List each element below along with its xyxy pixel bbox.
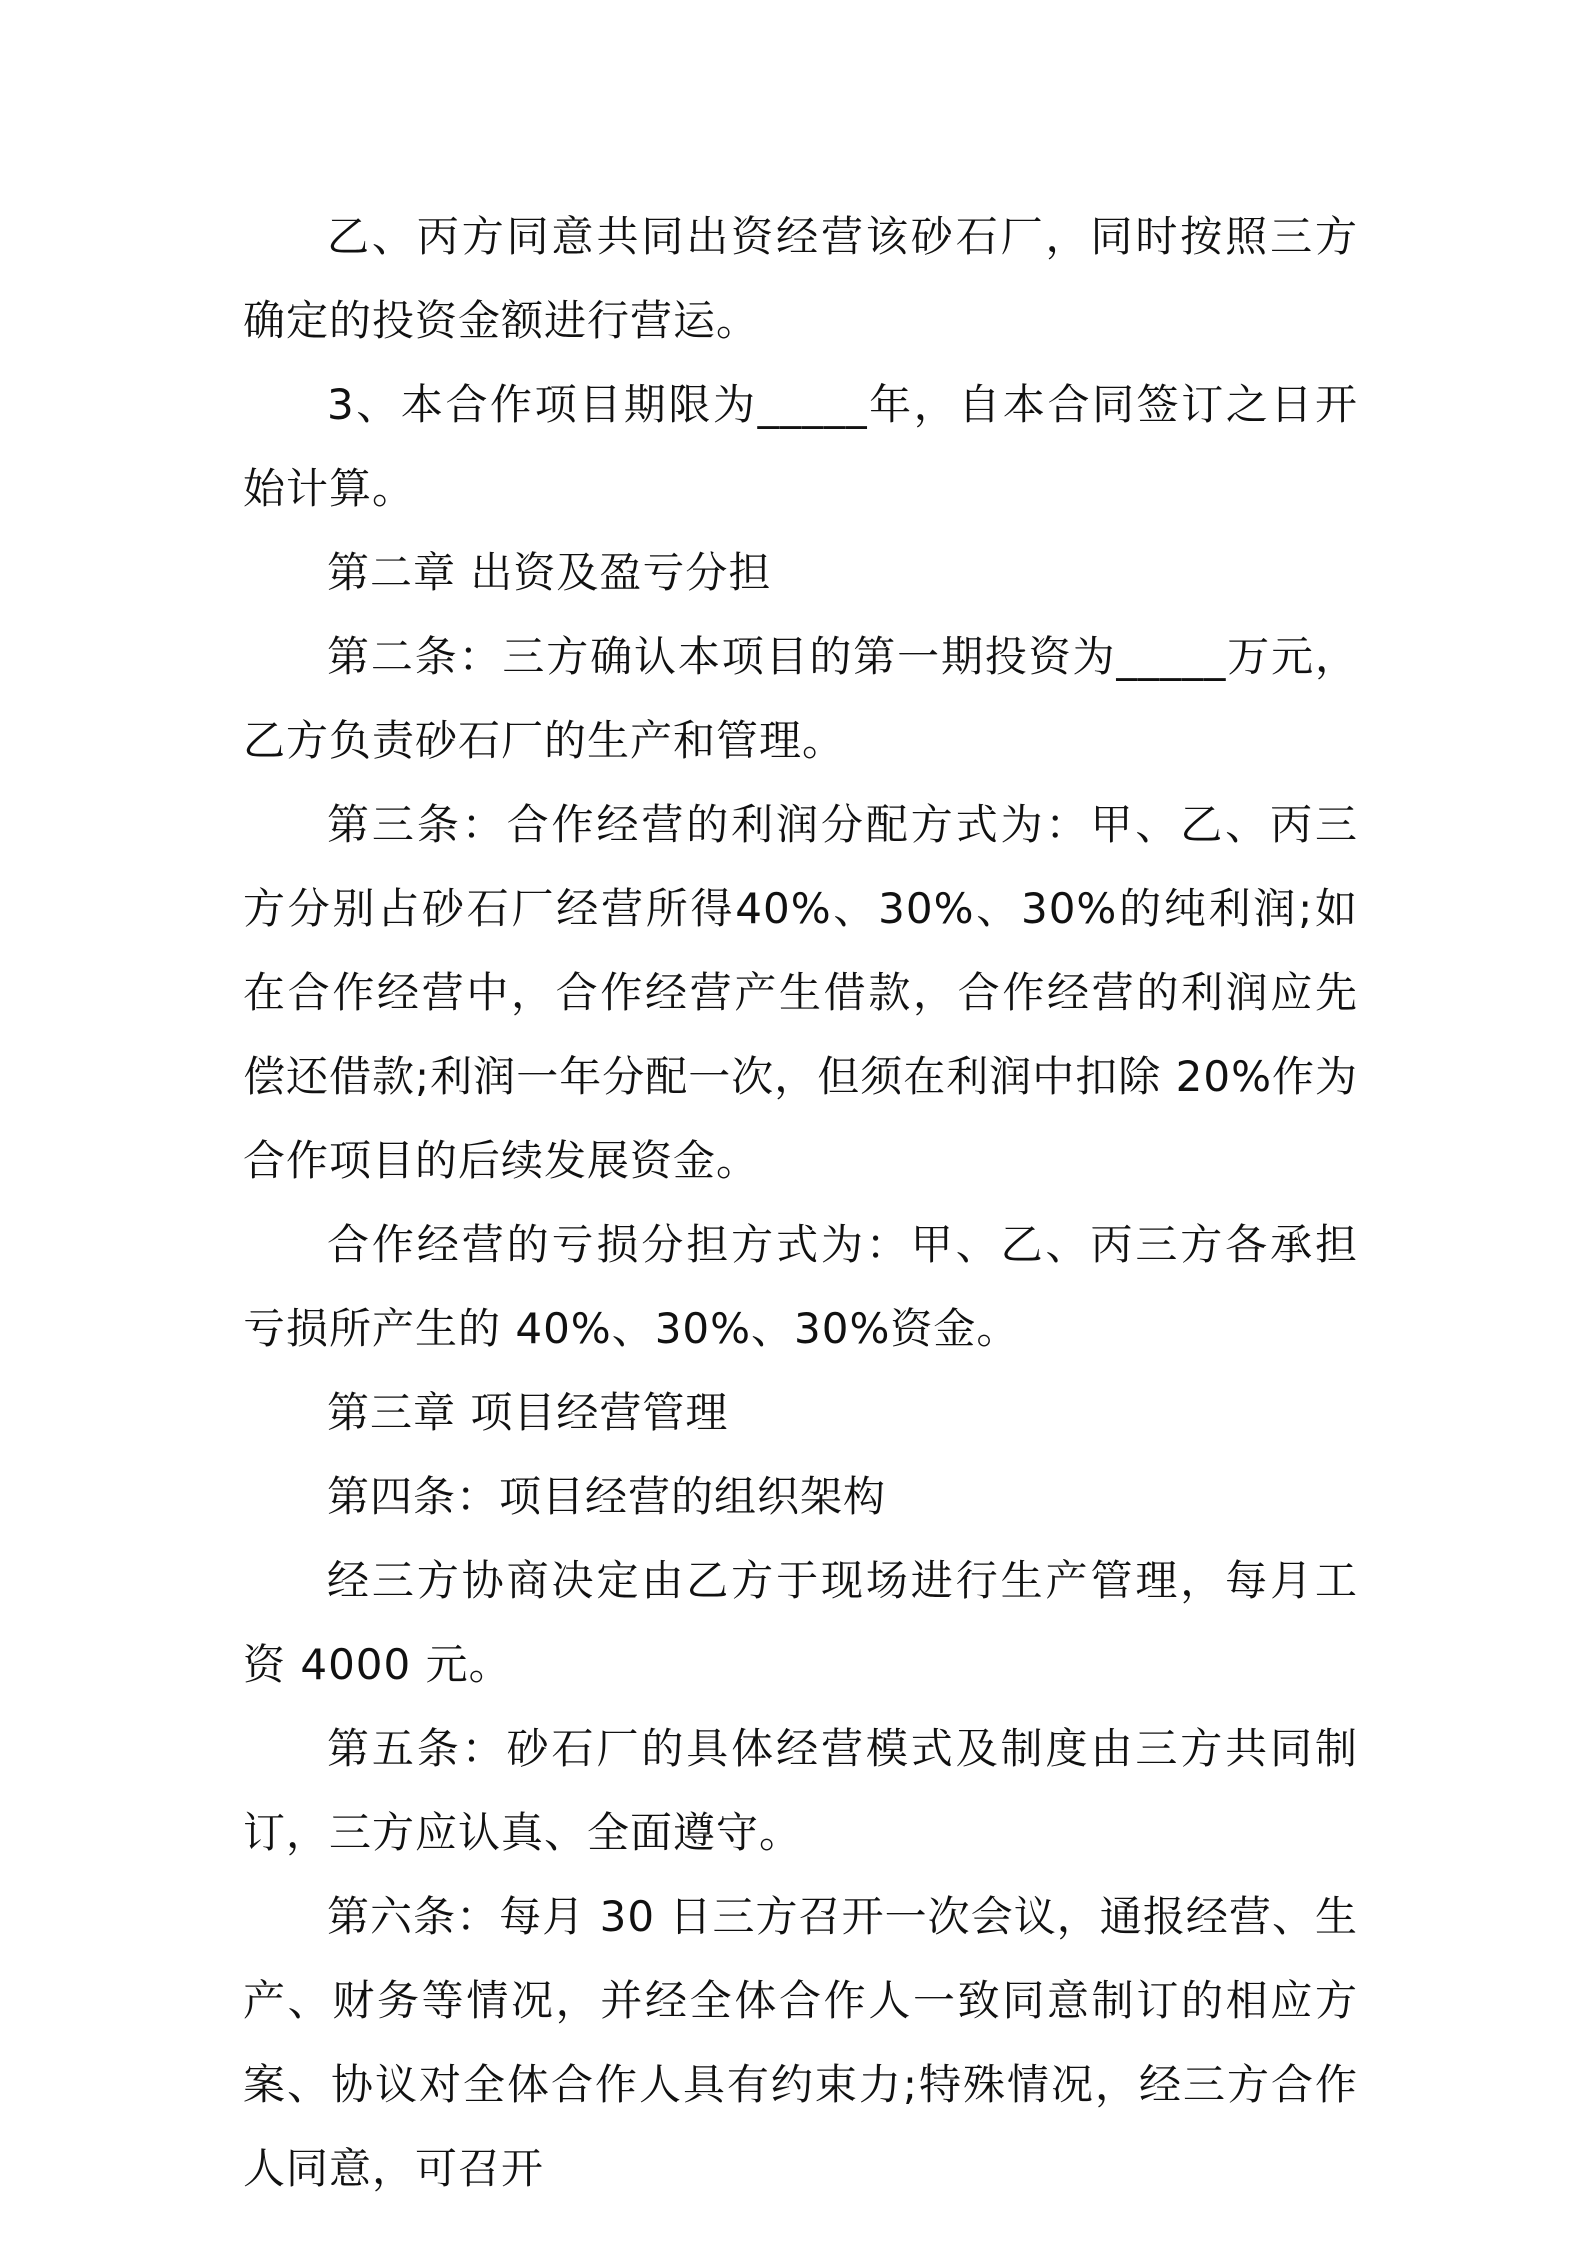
article-2-paragraph: 第二条：三方确认本项目的第一期投资为_____万元，乙方负责砂石厂的生产和管理。: [243, 632, 1358, 765]
paragraph-investment-operation: 乙、丙方同意共同出资经营该砂石厂，同时按照三方确定的投资金额进行营运。: [243, 212, 1358, 345]
chapter-2-heading: 第二章 出资及盈亏分担: [327, 548, 772, 597]
document-body: [243, 195, 1358, 2211]
chapter-3-heading: 第三章 项目经营管理: [327, 1388, 729, 1437]
loss-sharing-paragraph: 合作经营的亏损分担方式为：甲、乙、丙三方各承担亏损所产生的 40%、30%、30%资金。: [243, 1220, 1358, 1353]
article-4-heading: 第四条：项目经营的组织架构: [327, 1472, 887, 1521]
article-5-paragraph: 第五条：砂石厂的具体经营模式及制度由三方共同制订，三方应认真、全面遵守。: [243, 1724, 1358, 1857]
article-6-paragraph: 第六条：每月 30 日三方召开一次会议，通报经营、生产、财务等情况，并经全体合作人一致同意制订的相应方案、协议对全体合作人具有约束力;特殊情况，经三方合作人同意，可召开: [243, 1892, 1358, 2193]
paragraph-project-term: 3、本合作项目期限为_____年，自本合同签订之日开始计算。: [243, 380, 1358, 513]
article-3-paragraph: 第三条：合作经营的利润分配方式为：甲、乙、丙三方分别占砂石厂经营所得40%、30%、30%的纯利润;如在合作经营中，合作经营产生借款，合作经营的利润应先偿还借款;利润一年分配一次，但须在利润中扣除 20%作为合作项目的后续发展资金。: [243, 800, 1358, 1185]
article-4-paragraph: 经三方协商决定由乙方于现场进行生产管理，每月工资 4000 元。: [243, 1556, 1358, 1689]
